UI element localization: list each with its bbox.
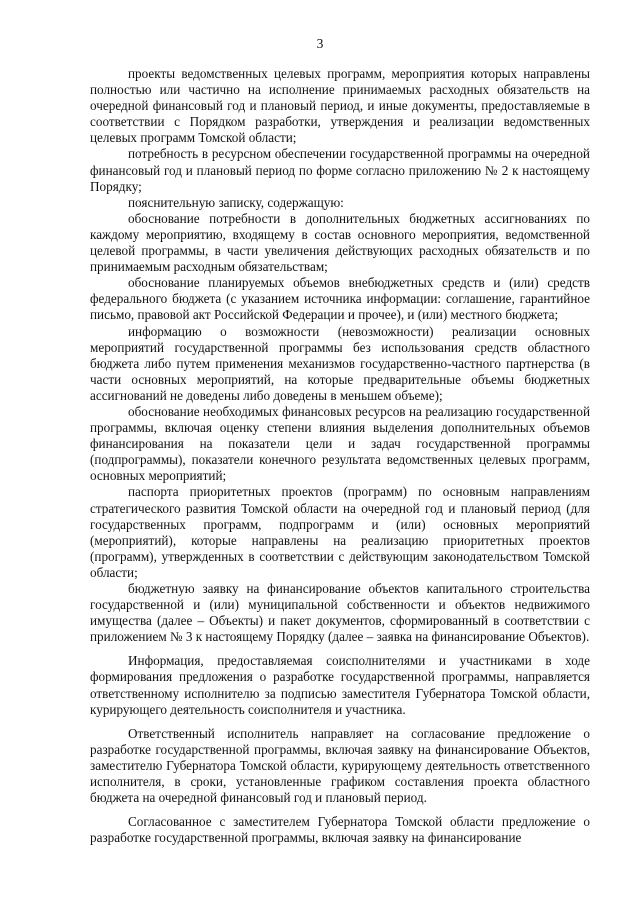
page-number: 3 <box>316 36 324 51</box>
paragraph-extrabudgetary-funds: обоснование планируемых объемов внебюджетных средств и (или) средств федерального бюджета (с указанием источника информации: соглашение, гарантийное письмо, правовой акт Российской Федерации и прочее), и (или) местного бюджета; <box>90 275 590 323</box>
paragraph-priority-projects: паспорта приоритетных проектов (программ) по основным направлениям стратегического развития Томской области на очередной год и плановый период (для государственных программ, подпрограмм и (или) основных мероприятий (мероприятий), которые направлены на реализацию приоритетных проектов (программ), утвержденных в соответствии с действующим законодательством Томской области; <box>90 484 590 580</box>
paragraph-budget-request: бюджетную заявку на финансирование объектов капитального строительства государственной и (или) муниципальной собственности и объектов недвижимого имущества (далее – Объекты) и пакет документов, сформированный в соответствии с приложением № 3 к настоящему Порядку (далее – заявка на финансирование Объектов). <box>90 581 590 645</box>
paragraph-possibility-info: информацию о возможности (невозможности) реализации основных мероприятий государственной программы без использования средств областного бюджета либо путем применения механизмов государственно-частного партнерства (в части основных мероприятий, на которые предварительные объемы бюджетных ассигнований не доведены либо доведены в меньшем объеме); <box>90 323 590 403</box>
document-body <box>90 66 590 846</box>
paragraph-programs-projects: проекты ведомственных целевых программ, мероприятия которых направлены полностью или частично на исполнение принимаемых расходных обязательств на очередной финансовый год и плановый период, и иные документы, предоставляемые в соответствии с Порядком разработки, утверждения и реализации ведомственных целевых программ Томской области; <box>90 66 590 146</box>
paragraph-resource-need: потребность в ресурсном обеспечении государственной программы на очередной финансовый год и плановый период по форме согласно приложению № 2 к настоящему Порядку; <box>90 146 590 194</box>
paragraph-approval-submission: Ответственный исполнитель направляет на согласование предложение о разработке государственной программы, включая заявку на финансирование Объектов, заместителю Губернатора Томской области, курирующему деятельность ответственного исполнителя, в сроки, установленные графиком составления проекта областного бюджета на очередной финансовый год и плановый период. <box>90 725 590 806</box>
paragraph-financial-resources: обоснование необходимых финансовых ресурсов на реализацию государственной программы, включая оценку степени влияния выделения дополнительных объемов финансирования на показатели цели и задач государственной программы (подпрограммы), показатели конечного результата ведомственных целевых программ, основных мероприятий; <box>90 403 590 484</box>
paragraph-approved-proposal: Согласованное с заместителем Губернатора Томской области предложение о разработке государственной программы, включая заявку на финансирование <box>90 814 590 846</box>
paragraph-explanatory-note: пояснительную записку, содержащую: <box>128 194 344 210</box>
paragraph-additional-allocations: обоснование потребности в дополнительных бюджетных ассигнованиях по каждому мероприятию, входящему в состав основного мероприятия, ведомственной целевой программы, в части увеличения действующих расходных обязательств и по принимаемым расходным обязательствам; <box>90 210 590 275</box>
paragraph-information-submission: Информация, предоставляемая соисполнителями и участниками в ходе формирования предложения о разработке государственной программы, направляется ответственному исполнителю за подписью заместителя Губернатора Томской области, курирующего деятельность соисполнителя и участника. <box>90 653 590 717</box>
